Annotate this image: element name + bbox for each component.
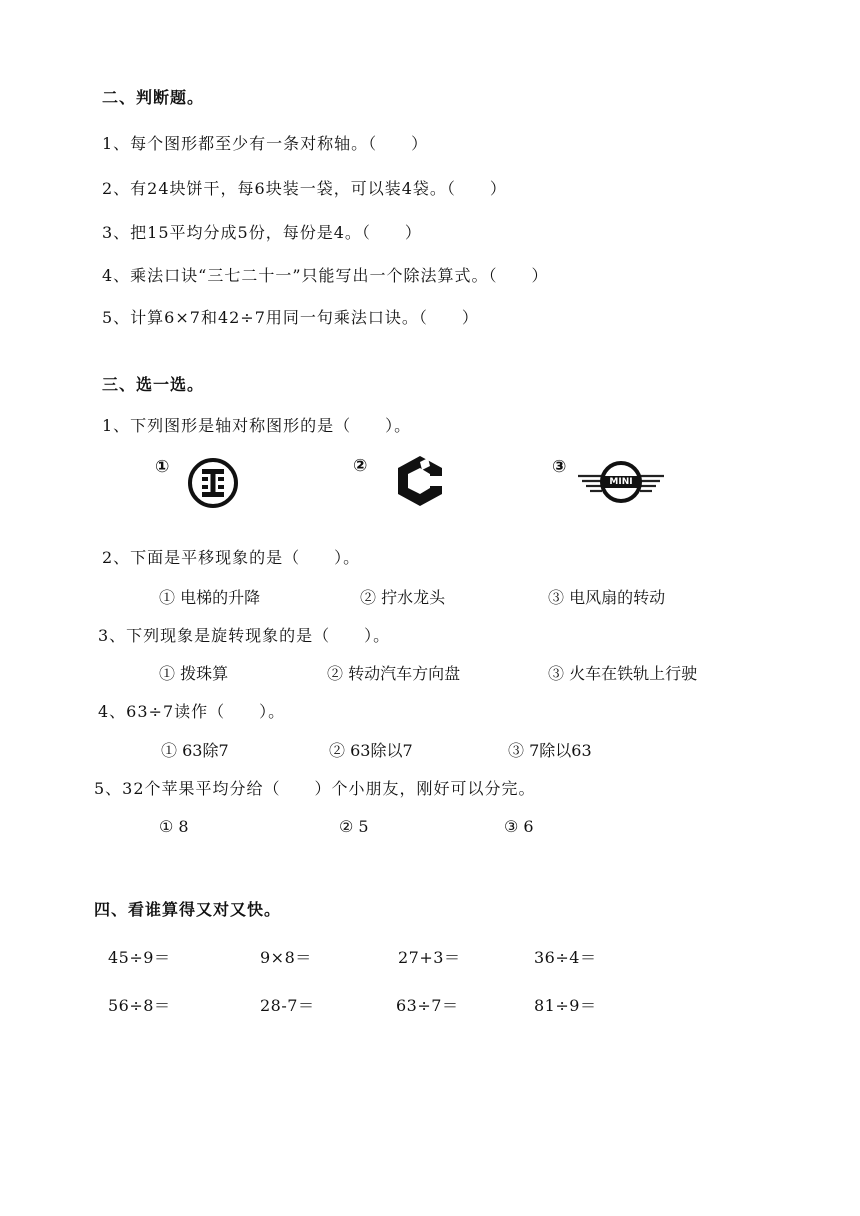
true-false-item-2: 2、有24块饼干，每6块装一袋，可以装4袋。（ ） xyxy=(102,179,507,198)
section-2-heading: 二、判断题。 xyxy=(102,88,205,107)
true-false-item-1: 1、每个图形都至少有一条对称轴。（ ） xyxy=(102,134,429,153)
q3-option-1: ① 拨珠算 xyxy=(159,664,229,683)
true-false-item-3: 3、把15平均分成5份，每份是4。（ ） xyxy=(102,223,422,242)
logo-option-label-3: ③ xyxy=(552,457,567,477)
mini-wings-logo-icon xyxy=(574,460,668,508)
calc-r1-c4: 36÷4＝ xyxy=(534,948,597,967)
calc-r2-c1: 56÷8＝ xyxy=(108,996,171,1015)
q5-option-3: ③ 6 xyxy=(504,817,534,836)
section-3-heading: 三、选一选。 xyxy=(102,375,205,394)
q2-option-1: ① 电梯的升降 xyxy=(159,588,261,607)
q4-option-2: ② 63除以7 xyxy=(329,741,413,760)
mini-logo-text: MINI xyxy=(609,477,633,487)
q3-option-3: ③ 火车在铁轨上行驶 xyxy=(548,664,698,683)
choice-question-5: 5、32个苹果平均分给（ ）个小朋友，刚好可以分完。 xyxy=(94,779,536,798)
calc-r1-c3: 27+3＝ xyxy=(398,948,461,967)
choice-question-3: 3、下列现象是旋转现象的是（ ）。 xyxy=(98,626,391,645)
calc-r1-c2: 9×8＝ xyxy=(260,948,312,967)
calc-r2-c4: 81÷9＝ xyxy=(534,996,597,1015)
q2-option-2: ② 拧水龙头 xyxy=(360,588,446,607)
calc-r2-c2: 28-7＝ xyxy=(260,996,315,1015)
logo-option-label-1: ① xyxy=(155,457,170,477)
choice-question-1: 1、下列图形是轴对称图形的是（ ）。 xyxy=(102,416,412,435)
q5-option-2: ② 5 xyxy=(339,817,369,836)
section-4-heading: 四、看谁算得又对又快。 xyxy=(94,900,282,919)
true-false-item-4: 4、乘法口诀“三七二十一”只能写出一个除法算式。（ ） xyxy=(102,266,549,285)
calc-r2-c3: 63÷7＝ xyxy=(396,996,459,1015)
q3-option-2: ② 转动汽车方向盘 xyxy=(327,664,461,683)
logo-option-label-2: ② xyxy=(353,456,368,476)
q4-option-3: ③ 7除以63 xyxy=(508,741,592,760)
true-false-item-5: 5、计算6×7和42÷7用同一句乘法口诀。（ ） xyxy=(102,308,479,327)
choice-question-4: 4、63÷7读作（ ）。 xyxy=(98,702,286,721)
calc-r1-c1: 45÷9＝ xyxy=(108,948,171,967)
bank-emblem-icon xyxy=(186,457,242,513)
q5-option-1: ① 8 xyxy=(159,817,189,836)
q2-option-3: ③ 电风扇的转动 xyxy=(548,588,666,607)
q4-option-1: ① 63除7 xyxy=(161,741,229,760)
c-emblem-icon xyxy=(390,452,450,514)
choice-question-2: 2、下面是平移现象的是（ ）。 xyxy=(102,548,361,567)
